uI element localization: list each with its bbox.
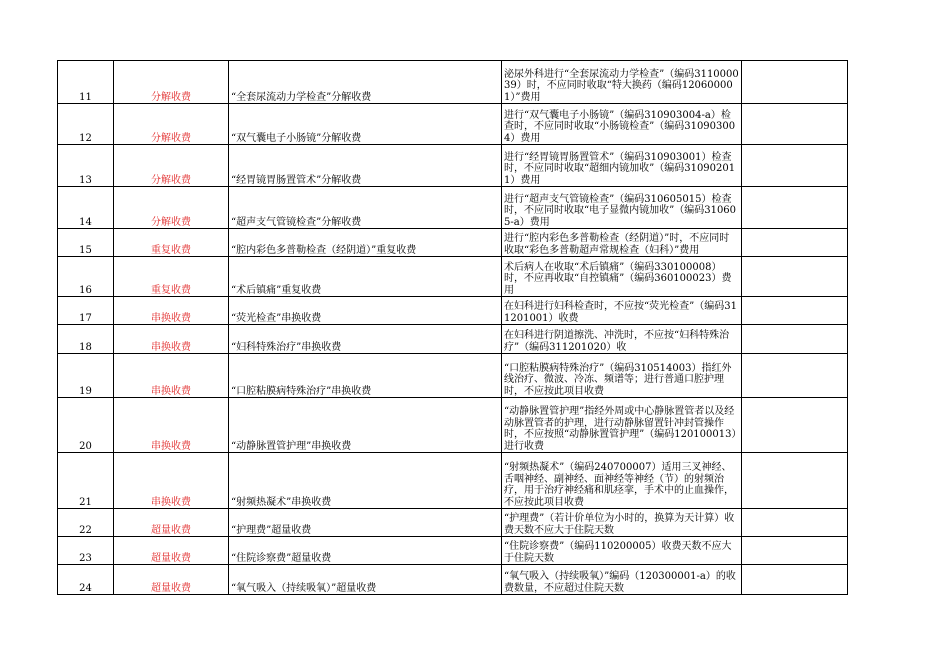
violation-type: 串换收费 (114, 325, 229, 354)
table-row (58, 398, 848, 453)
violation-type: 超量收费 (114, 565, 229, 595)
rule-description: 在妇科进行妇科检查时，不应按“荧光检查”（编码311201001）收费 (502, 297, 742, 325)
note-cell (742, 104, 848, 145)
table-row (58, 325, 848, 354)
rule-description: “射频热凝术”（编码240700007）适用三叉神经、舌咽神经、副神经、面神经等神经（节）的射频治疗，用于治疗神经痛和肌痉挛，手术中的止血操作，不应按此项目收费 (502, 453, 742, 509)
table-row (58, 104, 848, 145)
rule-description: 进行“超声支气管镜检查”（编码310605015）检查时，不应同时收取“电子显微内镜加收”（编码310605-a）费用 (502, 187, 742, 229)
rule-description: 泌尿外科进行“全套尿流动力学检查”（编码311000039）时，不应同时收取“特大换药（编码120600001）”费用 (502, 61, 742, 104)
rule-description: “护理费”（若计价单位为小时的，换算为天计算）收费天数不应大于住院天数 (502, 509, 742, 537)
note-cell (742, 145, 848, 187)
note-cell (742, 187, 848, 229)
violation-type: 串换收费 (114, 453, 229, 509)
table-row (58, 187, 848, 229)
charge-item: “护理费”超量收费 (229, 509, 502, 537)
row-number: 16 (58, 257, 114, 297)
violation-type: 串换收费 (114, 398, 229, 453)
note-cell (742, 509, 848, 537)
note-cell (742, 398, 848, 453)
charge-item: “动静脉置管护理”串换收费 (229, 398, 502, 453)
note-cell (742, 257, 848, 297)
violation-type: 超量收费 (114, 537, 229, 565)
rule-description: 进行“腔内彩色多普勒检查（经阴道）”时，不应同时收取“彩色多普勒超声常规检查（妇科）”费用 (502, 229, 742, 257)
charge-item: “射频热凝术”串换收费 (229, 453, 502, 509)
fee-rules-table (57, 60, 848, 595)
row-number: 23 (58, 537, 114, 565)
row-number: 24 (58, 565, 114, 595)
charge-item: “荧光检查”串换收费 (229, 297, 502, 325)
rule-description: 进行“双气囊电子小肠镜”（编码310903004-a）检查时，不应同时收取“小肠镜检查”（编码310903004）费用 (502, 104, 742, 145)
row-number: 18 (58, 325, 114, 354)
note-cell (742, 354, 848, 398)
row-number: 22 (58, 509, 114, 537)
note-cell (742, 229, 848, 257)
charge-item: “双气囊电子小肠镜”分解收费 (229, 104, 502, 145)
row-number: 14 (58, 187, 114, 229)
violation-type: 分解收费 (114, 145, 229, 187)
charge-item: “住院诊察费”超量收费 (229, 537, 502, 565)
charge-item: “超声支气管镜检查”分解收费 (229, 187, 502, 229)
note-cell (742, 537, 848, 565)
row-number: 15 (58, 229, 114, 257)
rule-description: “氧气吸入（持续吸氧）”编码（120300001-a）的收费数量，不应超过住院天数 (502, 565, 742, 595)
violation-type: 串换收费 (114, 297, 229, 325)
table-row (58, 229, 848, 257)
table-row (58, 509, 848, 537)
charge-item: “氧气吸入（持续吸氧）”超量收费 (229, 565, 502, 595)
charge-item: “口腔粘膜病特殊治疗”串换收费 (229, 354, 502, 398)
rule-description: “动静脉置管护理”指经外周或中心静脉置管者以及经动脉置管者的护理，进行动静脉留置针冲封管操作时，不应按照“动静脉置管护理”（编码120100013）进行收费 (502, 398, 742, 453)
violation-type: 分解收费 (114, 187, 229, 229)
note-cell (742, 325, 848, 354)
row-number: 17 (58, 297, 114, 325)
violation-type: 分解收费 (114, 104, 229, 145)
row-number: 11 (58, 61, 114, 104)
charge-item: “经胃镜胃肠置管术”分解收费 (229, 145, 502, 187)
charge-item: “全套尿流动力学检查”分解收费 (229, 61, 502, 104)
charge-item: “腔内彩色多普勒检查（经阴道）”重复收费 (229, 229, 502, 257)
row-number: 19 (58, 354, 114, 398)
violation-type: 分解收费 (114, 61, 229, 104)
rule-description: “口腔粘膜病特殊治疗”（编码310514003）指红外线治疗、微波、冷冻、频谱等；进行普通口腔护理时，不应按此项目收费 (502, 354, 742, 398)
charge-item: “妇科特殊治疗”串换收费 (229, 325, 502, 354)
rule-description: 进行“经胃镜胃肠置管术”（编码310903001）检查时，不应同时收取“超细内镜加收”（编码310902011）费用 (502, 145, 742, 187)
row-number: 12 (58, 104, 114, 145)
note-cell (742, 453, 848, 509)
table-row (58, 565, 848, 595)
row-number: 13 (58, 145, 114, 187)
charge-item: “术后镇痛”重复收费 (229, 257, 502, 297)
table-row (58, 453, 848, 509)
table-row (58, 145, 848, 187)
table-body (58, 61, 848, 595)
table-row (58, 257, 848, 297)
note-cell (742, 61, 848, 104)
table-row (58, 537, 848, 565)
note-cell (742, 565, 848, 595)
row-number: 21 (58, 453, 114, 509)
violation-type: 重复收费 (114, 257, 229, 297)
row-number: 20 (58, 398, 114, 453)
note-cell (742, 297, 848, 325)
rule-description: “住院诊察费”（编码110200005）收费天数不应大于住院天数 (502, 537, 742, 565)
table-row (58, 61, 848, 104)
rule-description: 术后病人在收取“术后镇痛”（编码330100008）时，不应再收取“自控镇痛”（编码360100023）费用 (502, 257, 742, 297)
violation-type: 重复收费 (114, 229, 229, 257)
table-row (58, 297, 848, 325)
violation-type: 超量收费 (114, 509, 229, 537)
rule-description: 在妇科进行阴道擦洗、冲洗时，不应按“妇科特殊治疗”（编码311201020）收 (502, 325, 742, 354)
table-row (58, 354, 848, 398)
violation-type: 串换收费 (114, 354, 229, 398)
